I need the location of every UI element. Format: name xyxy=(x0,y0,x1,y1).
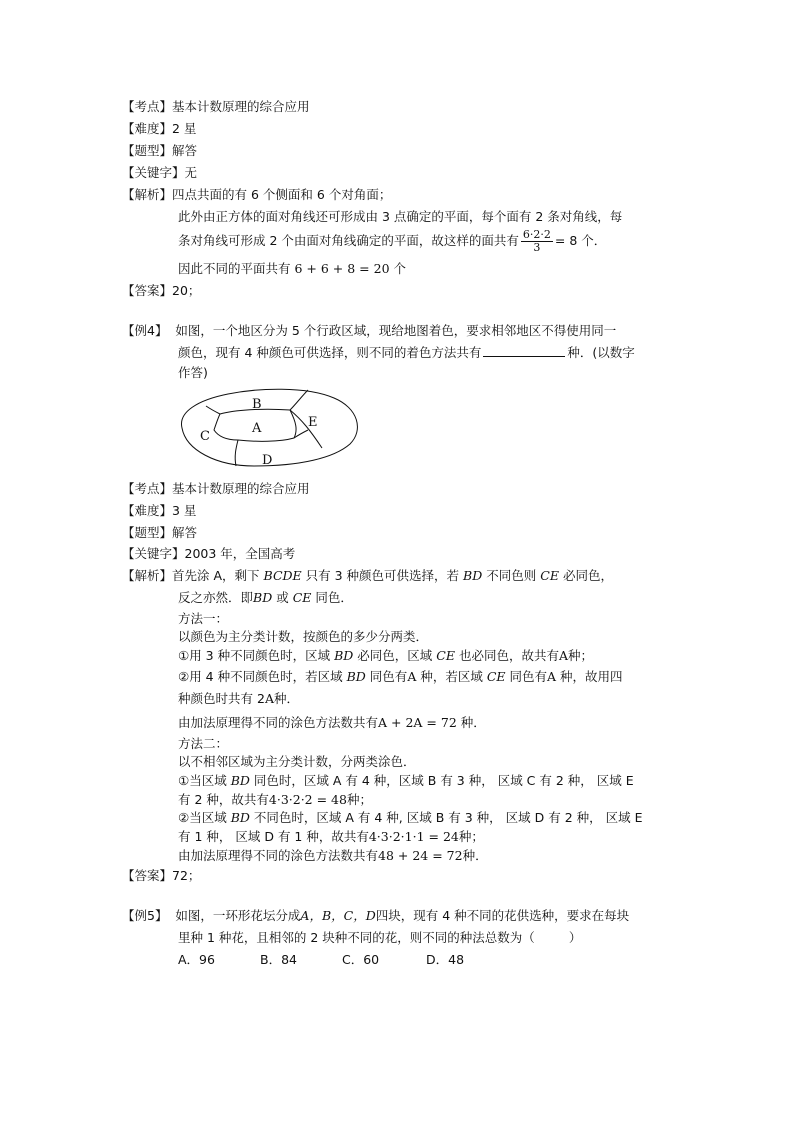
formula: 4·3·2·1·1 = 24 xyxy=(368,829,459,844)
jiexi-text: 同色有 xyxy=(369,669,408,684)
question-text: 种．(以数字 xyxy=(567,345,635,360)
jiexi-text: 由加法原理得不同的涂色方法数共有 xyxy=(178,715,379,730)
fraction-numerator: 6·2·2 xyxy=(522,228,551,241)
jiexi-text: 种，故用四 xyxy=(560,669,623,684)
jiexi-line-b15 xyxy=(178,848,488,864)
jiexi-line-b13 xyxy=(178,810,642,826)
fraction xyxy=(521,229,553,254)
formula: BD xyxy=(253,590,273,605)
jiexi-line-b9: 方法二： xyxy=(178,736,229,751)
jiexi-line-b8 xyxy=(178,715,486,731)
question-text: 颜色，现有 4 种颜色可供选择，则不同的着色方法共有 xyxy=(178,345,482,360)
jiexi-line-b4: 以颜色为主分类计数，按颜色的多少分两类． xyxy=(178,629,429,644)
question-text: 里种 1 种花，且相邻的 2 块种不同的花，则不同的种法总数为（ xyxy=(178,930,535,945)
jiexi-line-b12 xyxy=(178,792,372,808)
jiexi-text: 也必同色，故共有 xyxy=(458,648,559,663)
formula: 4·3·2·2 = 48 xyxy=(268,792,347,807)
formula: 6 + 6 + 8 = 20 xyxy=(294,261,390,276)
jiexi-text: ①当区域 xyxy=(178,773,227,788)
jiexi-text: 同色有 xyxy=(509,669,548,684)
jiexi-label: 【解析】 xyxy=(122,187,173,202)
daan-line-1: 【答案】20； xyxy=(122,283,201,298)
formula: A xyxy=(413,715,423,730)
jiexi-text: 同色． xyxy=(315,590,353,605)
map-label-a: A xyxy=(252,421,262,436)
jiexi-text: 种颜色时共有 2 xyxy=(178,691,265,706)
jiexi-text: 必同色，区域 xyxy=(357,648,433,663)
jiexi-text: 有 2 种，故共有 xyxy=(178,792,269,807)
jiexi-line-b7 xyxy=(178,691,299,707)
jiexi-text: 不同色则 xyxy=(486,568,537,583)
nandu-line-1: 【难度】2 星 xyxy=(122,121,197,136)
choice-b[interactable]: B．84 xyxy=(260,952,297,967)
jiexi-text: 种； xyxy=(346,792,372,807)
jiexi-text: ②当区域 xyxy=(178,810,227,825)
tixing-line-2: 【题型】解答 xyxy=(122,525,198,540)
example-4-line-2 xyxy=(178,344,635,361)
formula: A xyxy=(264,691,274,706)
jiexi-line-b11 xyxy=(178,773,634,789)
map-label-b: B xyxy=(252,397,262,412)
jiexi-line-4 xyxy=(178,261,406,277)
jiexi-text: 由加法原理得不同的涂色方法数共有 xyxy=(178,848,379,863)
daan-line-2: 【答案】72； xyxy=(122,868,201,883)
jiexi-text: ①用 3 种不同颜色时，区域 xyxy=(178,648,331,663)
jiexi-text: 反之亦然．即 xyxy=(178,590,254,605)
jiexi-text: 或 xyxy=(276,590,289,605)
example-4-line-3: 作答) xyxy=(178,365,208,380)
region-d-boundary xyxy=(235,440,238,466)
region-map-figure xyxy=(172,386,364,472)
formula: CE xyxy=(436,648,455,663)
jiexi-text: 种； xyxy=(568,648,594,663)
formula: CE xyxy=(540,568,559,583)
jiexi-text: 首先涂 A，剩下 xyxy=(172,568,260,583)
jiexi-text: 同色时，区域 A 有 4 种，区域 B 有 3 种， 区域 C 有 2 种， 区域 E xyxy=(253,773,634,788)
formula: A xyxy=(407,669,417,684)
example-5-label: 【例5】 xyxy=(122,908,168,923)
jiexi-line-b10: 以不相邻区域为主分类计数，分两类涂色． xyxy=(178,754,416,769)
map-label-c: C xyxy=(200,429,210,444)
formula: CE xyxy=(486,669,506,684)
jiexi-text: 必同色， xyxy=(562,568,613,583)
jiexi-text: ②用 4 种不同颜色时，若区域 xyxy=(178,669,343,684)
example-5-choices xyxy=(178,952,464,968)
formula: = 72 xyxy=(422,715,457,730)
jiexi-text: = 8 个． xyxy=(554,233,607,248)
jiexi-line-b5 xyxy=(178,648,593,664)
kaodian-line-1: 【考点】基本计数原理的综合应用 xyxy=(122,99,310,114)
jiexi-line-b6 xyxy=(178,669,623,685)
jiexi-text: 四点共面的有 6 个侧面和 6 个对角面； xyxy=(172,187,392,202)
tixing-line-1: 【题型】解答 xyxy=(122,143,198,158)
jiexi-text: 种； xyxy=(458,829,484,844)
fraction-denominator: 3 xyxy=(533,241,541,254)
formula: + 2 xyxy=(387,715,414,730)
choice-a[interactable]: A．96 xyxy=(178,952,215,967)
formula: A xyxy=(559,648,569,663)
example-4-label: 【例4】 xyxy=(122,323,168,338)
formula: BD xyxy=(463,568,483,583)
jiexi-text: 种． xyxy=(462,848,488,863)
example-5-line-2 xyxy=(178,930,581,946)
jiexi-line-b14 xyxy=(178,829,484,845)
question-text: ） xyxy=(568,930,582,945)
jiexi-text: 种，若区域 xyxy=(420,669,483,684)
jiexi-line-2: 此外由正方体的面对角线还可形成由 3 点确定的平面，每个面有 2 条对角线，每 xyxy=(178,209,623,224)
formula: A xyxy=(547,669,557,684)
jiexi-text: 有 1 种， 区域 D 有 1 种，故共有 xyxy=(178,829,369,844)
kaodian-line-2: 【考点】基本计数原理的综合应用 xyxy=(122,481,310,496)
jiexi-text: 种． xyxy=(456,715,486,730)
question-text: 如图，一环形花坛分成 xyxy=(175,908,301,923)
map-label-d: D xyxy=(262,453,273,468)
formula: A，B，C，D xyxy=(300,908,376,923)
formula: BD xyxy=(334,648,354,663)
answer-blank xyxy=(483,344,565,357)
formula: BCDE xyxy=(263,568,302,583)
formula: CE xyxy=(292,590,312,605)
choice-c[interactable]: C．60 xyxy=(342,952,380,967)
jiexi-text: 种． xyxy=(273,691,299,706)
question-text: 如图，一个地区分为 5 个行政区域，现给地图着色，要求相邻地区不得使用同一 xyxy=(175,323,617,338)
jiexi-text: 条对角线可形成 2 个由面对角线确定的平面，故这样的面共有 xyxy=(178,233,519,248)
formula: 48 + 24 = 72 xyxy=(378,848,463,863)
example-5-line-1 xyxy=(122,908,629,924)
choice-d[interactable]: D．48 xyxy=(426,952,465,967)
guanjianzi-line-2: 【关键字】2003 年，全国高考 xyxy=(122,546,296,561)
map-label-e: E xyxy=(308,415,318,430)
jiexi-text: 个 xyxy=(389,261,407,276)
jiexi-text: 不同色时，区域 A 有 4 种, 区域 B 有 3 种， 区域 D 有 2 种， 区域 E xyxy=(253,810,643,825)
formula: BD xyxy=(346,669,366,684)
jiexi-line-3 xyxy=(178,229,606,254)
jiexi-text: 因此不同的平面共有 xyxy=(178,261,291,276)
nandu-line-2: 【难度】3 星 xyxy=(122,503,197,518)
formula: A xyxy=(378,715,388,730)
jiexi-line-b3: 方法一： xyxy=(178,611,229,626)
formula: BD xyxy=(230,810,250,825)
jiexi-label: 【解析】 xyxy=(122,568,173,583)
example-4-line-1 xyxy=(122,323,616,339)
jiexi-line-1 xyxy=(122,187,391,203)
formula: BD xyxy=(230,773,250,788)
jiexi-line-b2 xyxy=(178,590,353,606)
question-text: 四块，现有 4 种不同的花供选种，要求在每块 xyxy=(375,908,630,923)
jiexi-line-b1 xyxy=(122,568,613,584)
jiexi-text: 只有 3 种颜色可供选择，若 xyxy=(305,568,460,583)
guanjianzi-line-1: 【关键字】无 xyxy=(122,165,198,180)
